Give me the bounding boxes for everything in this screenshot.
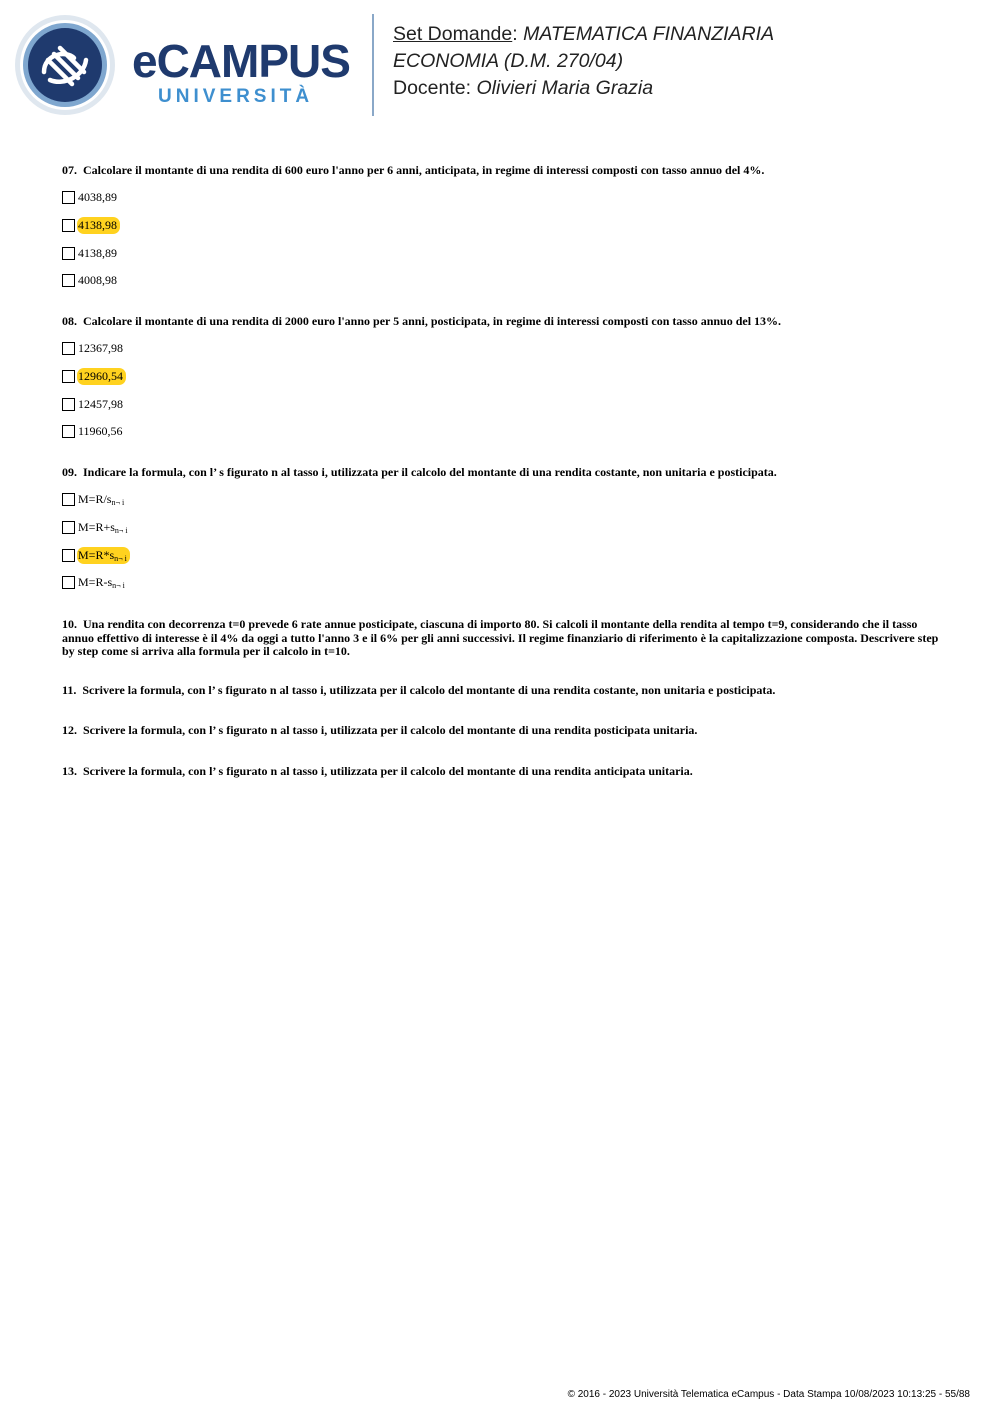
formula-main: M=R-s: [78, 574, 113, 589]
option-formula: [77, 491, 127, 508]
question-text: Indicare la formula, con l’ s figurato n al tasso i, utilizzata per il calcolo del montante di una rendita costante, non unitaria e posticipata.: [83, 465, 777, 479]
course-degree: ECONOMIA (D.M. 270/04): [393, 50, 624, 72]
question-number: 07.: [62, 163, 77, 177]
checkbox[interactable]: [62, 549, 75, 562]
option-text: 4138,89: [78, 245, 117, 260]
set-label: Set Domande: [393, 23, 513, 45]
answer-option[interactable]: [62, 423, 126, 439]
checkbox[interactable]: [62, 576, 75, 589]
option-formula: [77, 547, 130, 564]
answer-option[interactable]: [62, 189, 120, 205]
question-11: [62, 684, 942, 698]
question-text: Una rendita con decorrenza t=0 prevede 6 rate annue posticipate, ciascuna di importo 80. Si calcoli il montante della rendita al tempo t=9, considerando che il tasso annuo effettivo di interesse è il 4% da oggi a tutto l'anno 3 e il 6% per gli anni successivi. Il regime finanziario di riferimento è la capitalizzazione composta. Descrivere step by step come si arriva alla formula per il calcolo in t=10.: [62, 617, 939, 658]
checkbox[interactable]: [62, 191, 75, 204]
checkbox[interactable]: [62, 274, 75, 287]
option-text: 12457,98: [78, 396, 123, 411]
formula-main: M=R/s: [78, 491, 112, 506]
question-text: Scrivere la formula, con l’ s figurato n al tasso i, utilizzata per il calcolo del montante di una rendita costante, non unitaria e posticipata.: [82, 683, 776, 697]
header-divider: [372, 14, 374, 116]
ecampus-logo-badge: [14, 14, 116, 116]
question-number: 08.: [62, 314, 77, 328]
answer-option-highlighted[interactable]: [62, 368, 126, 384]
option-text: 12367,98: [78, 340, 123, 355]
question-12: [62, 724, 942, 738]
question-10: [62, 618, 942, 659]
question-13: [62, 765, 942, 779]
formula-main: M=R+s: [78, 519, 115, 534]
option-text: 11960,56: [78, 423, 123, 438]
question-number: 12.: [62, 723, 77, 737]
answer-option[interactable]: [62, 491, 127, 507]
logo-sub-text: UNIVERSITÀ: [158, 86, 314, 107]
option-formula: [77, 574, 128, 591]
logo-main-text: eCAMPUS: [132, 35, 350, 87]
page-header: [0, 0, 1000, 130]
answer-option[interactable]: [62, 574, 128, 590]
question-text: Scrivere la formula, con l’ s figurato n al tasso i, utilizzata per il calcolo del montante di una rendita posticipata unitaria.: [83, 723, 698, 737]
checkbox[interactable]: [62, 521, 75, 534]
question-number: 09.: [62, 465, 77, 479]
question-text: Scrivere la formula, con l’ s figurato n al tasso i, utilizzata per il calcolo del montante di una rendita anticipata unitaria.: [83, 764, 693, 778]
course-line-3: [393, 75, 774, 102]
option-text: 4138,98: [77, 217, 120, 234]
page-footer: © 2016 - 2023 Università Telematica eCampus - Data Stampa 10/08/2023 10:13:25 - 55/88: [567, 1389, 970, 1400]
answer-option-highlighted[interactable]: [62, 547, 130, 563]
checkbox[interactable]: [62, 247, 75, 260]
course-info: [393, 21, 774, 102]
formula-subscript: n¬ i: [114, 525, 128, 535]
question-number: 11.: [62, 683, 77, 697]
answer-option[interactable]: [62, 272, 120, 288]
question-number: 10.: [62, 617, 77, 631]
course-name: MATEMATICA FINANZIARIA: [523, 23, 775, 45]
option-text: 12960,54: [77, 368, 126, 385]
teacher-name: Olivieri Maria Grazia: [476, 77, 654, 99]
checkbox[interactable]: [62, 493, 75, 506]
question-text: Calcolare il montante di una rendita di 2000 euro l'anno per 5 anni, posticipata, in regime di interessi composti con tasso annuo del 13%.: [83, 314, 782, 328]
answer-option[interactable]: [62, 340, 126, 356]
answer-option-highlighted[interactable]: [62, 217, 120, 233]
answer-option[interactable]: [62, 396, 126, 412]
question-07: [62, 164, 942, 178]
course-line-1: Set Domande: MATEMATICA FINANZIARIA: [393, 23, 775, 45]
formula-subscript: n¬ i: [111, 497, 125, 507]
ecampus-logo-wordmark: [132, 35, 354, 112]
option-text: 4038,89: [78, 189, 117, 204]
question-number: 13.: [62, 764, 77, 778]
formula-subscript: n¬ i: [112, 580, 125, 590]
answer-option[interactable]: [62, 245, 120, 261]
option-formula: [77, 519, 131, 536]
course-line-2: [393, 48, 774, 75]
checkbox[interactable]: [62, 398, 75, 411]
teacher-label: Docente:: [393, 77, 472, 99]
question-08: [62, 315, 942, 329]
formula-subscript: n¬ i: [114, 553, 127, 563]
checkbox[interactable]: [62, 342, 75, 355]
question-09: [62, 466, 942, 480]
checkbox[interactable]: [62, 219, 75, 232]
answer-option[interactable]: [62, 519, 131, 535]
checkbox[interactable]: [62, 425, 75, 438]
formula-main: M=R*s: [78, 547, 115, 562]
option-text: 4008,98: [78, 272, 117, 287]
checkbox[interactable]: [62, 370, 75, 383]
question-text: Calcolare il montante di una rendita di 600 euro l'anno per 6 anni, anticipata, in regime di interessi composti con tasso annuo del 4%.: [83, 163, 765, 177]
